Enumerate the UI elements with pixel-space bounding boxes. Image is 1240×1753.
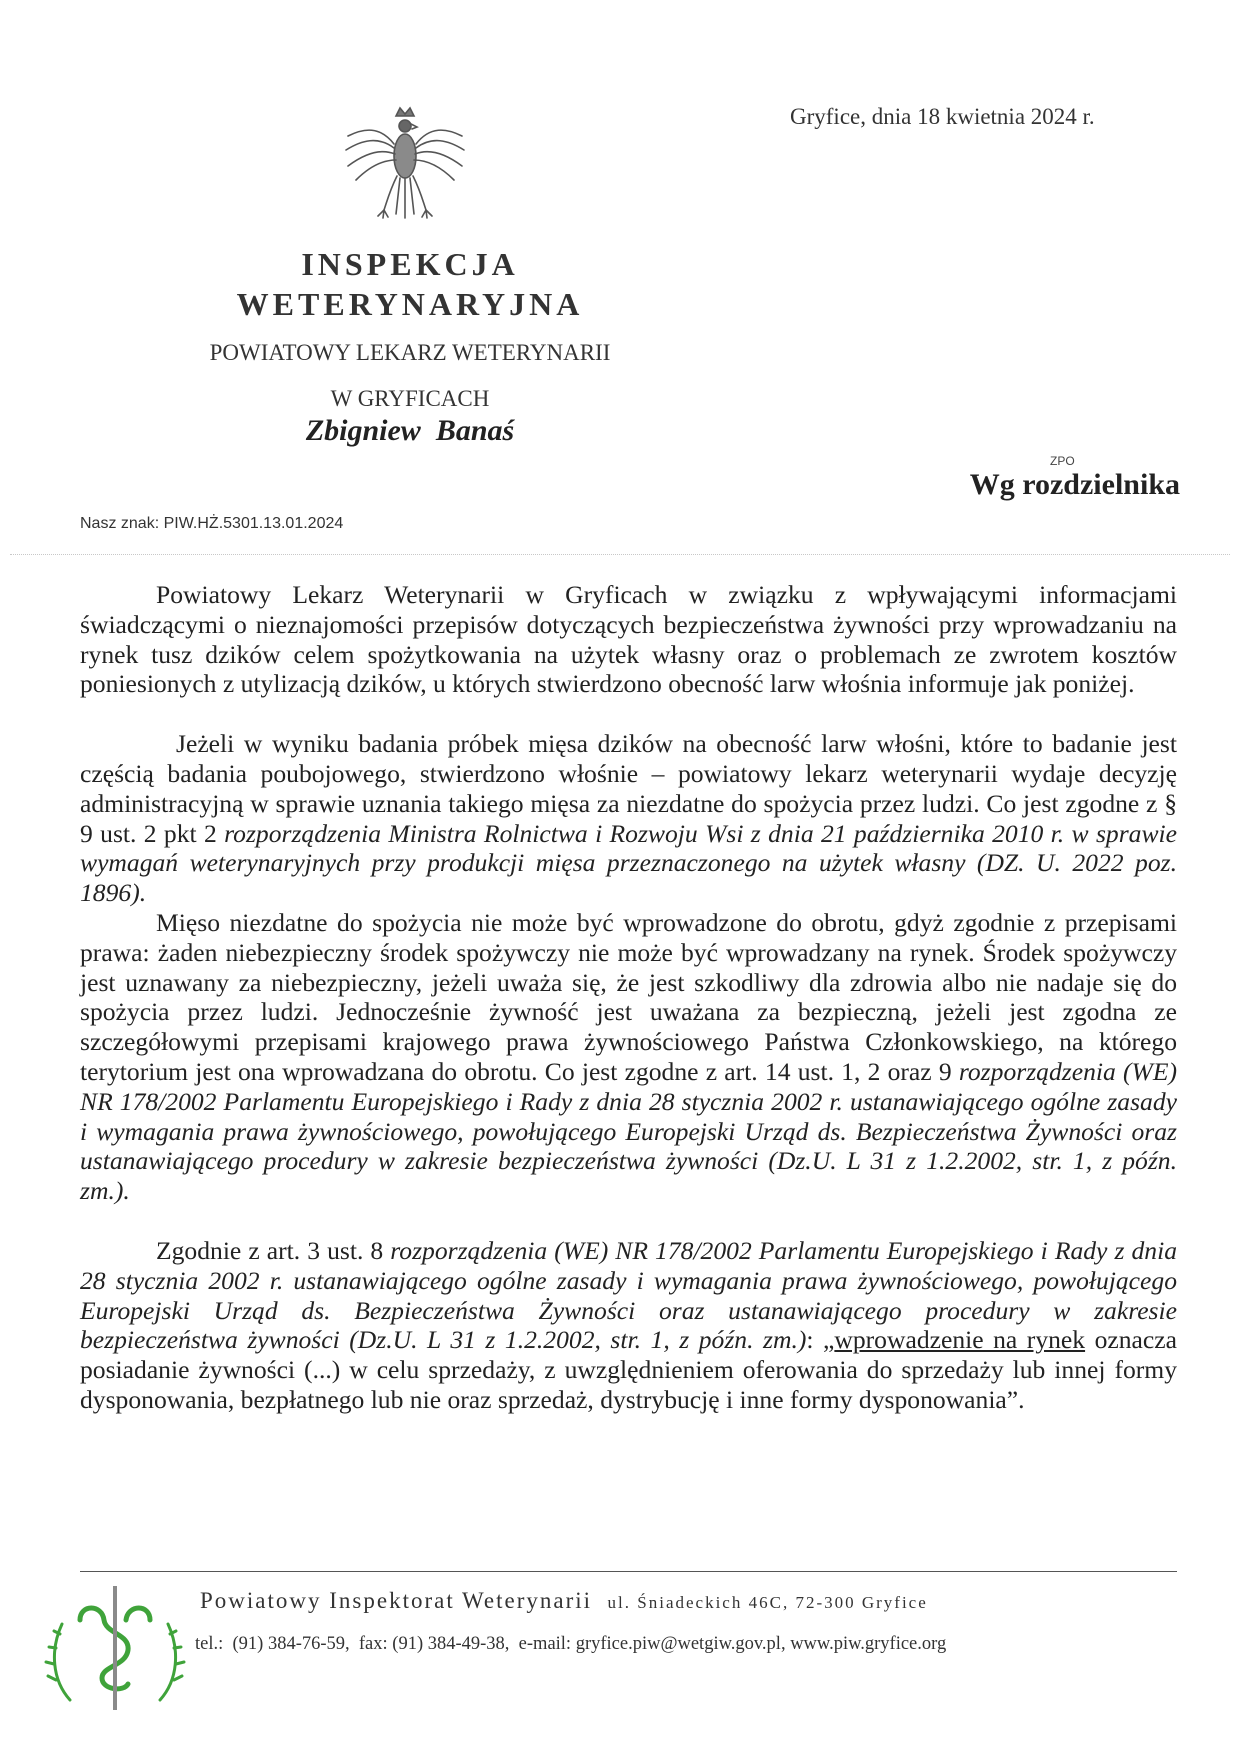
paragraph-3 (80, 908, 1177, 1206)
paragraph-4 (80, 1236, 1177, 1415)
reference-number: Nasz znak: PIW.HŻ.5301.13.01.2024 (80, 515, 344, 532)
paragraph-4-definition: oznacza posiadanie żywności (...) w celu sprzedaży, z uwzględnieniem oferowania do sprzedaży lub innej formy dysponowania, bezpłatnego lub nie oraz sprzedaż, dystrybucję i inne formy dysponowania”. (80, 1325, 1177, 1414)
paragraph-4-citation: rozporządzenia (WE) NR 178/2002 Parlamentu Europejskiego i Rady z dnia 28 stycznia 2002 r. ustanawiającego ogólne zasady i wymagania prawa żywnościowego, powołującego Europejski Urząd ds. Bezpieczeństwa Żywności oraz ustanawiającego procedury w zakresie bezpieczeństwa żywności (Dz.U. L 31 z 1.2.2002, str. 1, z późn. zm.) (80, 1235, 1177, 1355)
footer-address: ul. Śniadeckich 46C, 72-300 Gryfice (607, 1593, 928, 1612)
polish-eagle-emblem-icon (340, 106, 470, 234)
paragraph-2 (80, 729, 1177, 908)
paragraph-2-citation: rozporządzenia Ministra Rolnictwa i Rozwoju Wsi z dnia 21 października 2010 r. w sprawie wymagań weterynaryjnych przy produkcji mięsa przeznaczonego na użytek własny (DZ. U. 2022 poz. 1896). (80, 818, 1177, 908)
institution-title-line2: WETERYNARYJNA (236, 286, 584, 322)
paragraph-1: Powiatowy Lekarz Weterynarii w Gryficach w związku z wpływającymi informacjami świadczącymi o nieznajomości przepisów dotyczących bezpieczeństwa żywności przy wprowadzaniu na rynek tusz dzików celem spożytkowania na użytek własny oraz o problemach ze zwrotem kosztów poniesionych z utylizacją dzików, u których stwierdzono obecność larw włośnia informuje jak poniżej. (80, 580, 1177, 699)
letter-date: Gryfice, dnia 18 kwietnia 2024 r. (790, 104, 1095, 129)
stamp-code: ZPO (1050, 454, 1075, 468)
footer-institution: Powiatowy Inspektorat Weterynarii (200, 1588, 593, 1613)
institution-title-line1: INSPEKCJA (301, 246, 519, 282)
paragraph-2-text: Jeżeli w wyniku badania próbek mięsa dzików na obecność larw włośni, które to badanie jest częścią badania poubojowego, stwierdzono włośnie – powiatowy lekarz weterynarii wydaje decyzję administracyjną w sprawie uznania takiego mięsa za niezdatne do spożycia przez ludzi. Co jest zgodne z § 9 ust. 2 pkt 2 (80, 729, 1177, 848)
veterinary-caduceus-logo-icon (40, 1580, 190, 1716)
office-name-line2: W GRYFICACH (330, 386, 490, 411)
letter-body (80, 580, 1177, 1415)
office-name-line1: POWIATOWY LEKARZ WETERYNARII (209, 340, 611, 365)
footer-institution-line (200, 1588, 928, 1614)
header-divider (10, 554, 1230, 555)
recipient-line: Wg rozdzielnika (969, 468, 1180, 501)
paragraph-4-defined-term: wprowadzenie na rynek (834, 1325, 1086, 1355)
footer-contact: tel.: (91) 384-76-59, fax: (91) 384-49-38, e-mail: gryfice.piw@wetgiw.gov.pl, www.piw.gryfice.org (195, 1634, 947, 1654)
footer-divider (80, 1571, 1177, 1572)
signatory-name: Zbigniew Banaś (305, 414, 515, 447)
paragraph-4-colon: : „ (806, 1325, 835, 1355)
paragraph-3-text: Mięso niezdatne do spożycia nie może być wprowadzone do obrotu, gdyż zgodnie z przepisami prawa: żaden niebezpieczny środek spożywczy nie może być wprowadzany na rynek. Środek spożywczy jest uznawany za niebezpieczny, jeżeli uważa się, że jest szkodliwy dla zdrowia albo nie nadaje się do spożycia przez ludzi. Jednocześnie żywność jest uważana za bezpieczną, jeżeli jest zgodna ze szczegółowymi przepisami krajowego prawa żywnościowego Państwa Członkowskiego, na którego terytorium jest ona wprowadzana do obrotu. Co jest zgodne z art. 14 ust. 1, 2 oraz 9 (80, 907, 1177, 1086)
paragraph-4-text: Zgodnie z art. 3 ust. 8 (156, 1235, 391, 1265)
paragraph-3-citation: rozporządzenia (WE) NR 178/2002 Parlamentu Europejskiego i Rady z dnia 28 stycznia 2002 r. ustanawiającego ogólne zasady i wymagania prawa żywnościowego, powołującego Europejski Urząd ds. Bezpieczeństwa Żywności oraz ustanawiającego procedury w zakresie bezpieczeństwa żywności (Dz.U. L 31 z 1.2.2002, str. 1, z późn. zm.). (80, 1056, 1177, 1206)
